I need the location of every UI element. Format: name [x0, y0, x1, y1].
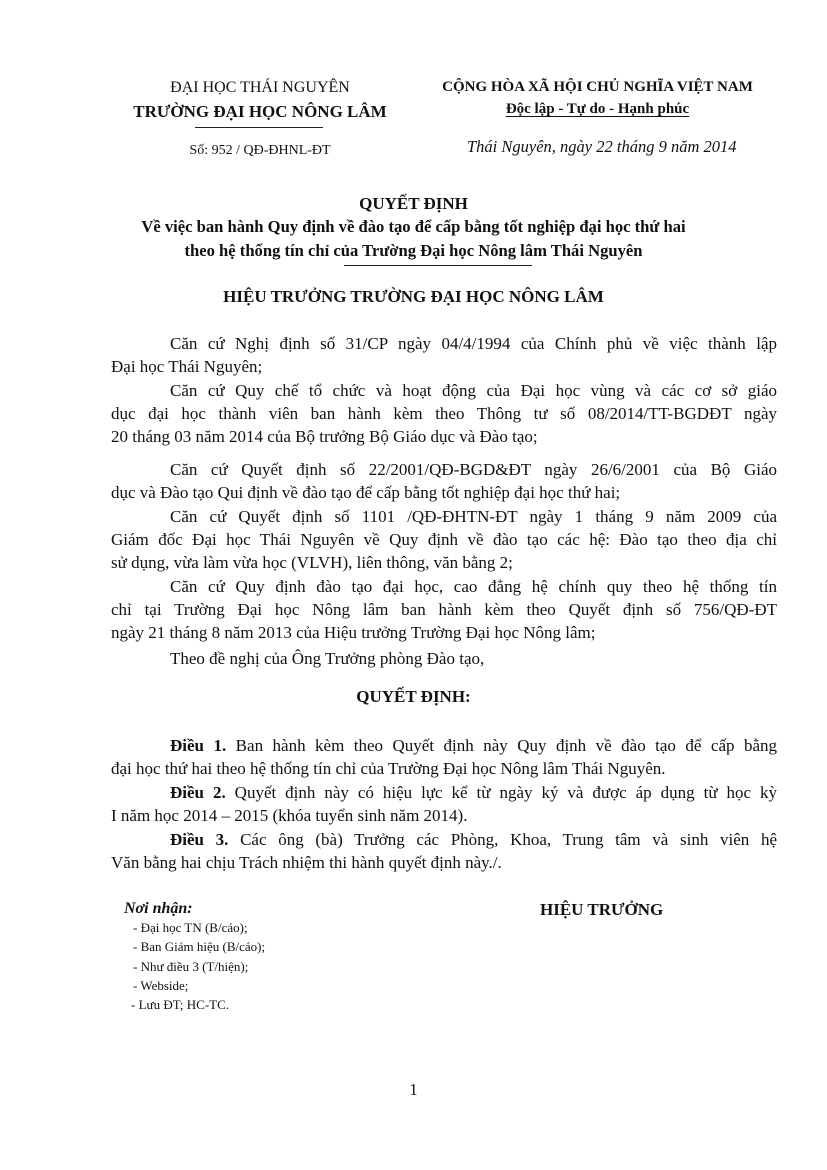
basis-5-line-3: ngày 21 tháng 8 năm 2013 của Hiệu trưởng Trường Đại học Nông lâm;: [111, 623, 596, 642]
page-number: 1: [409, 1080, 418, 1099]
recipient-item: - Lưu ĐT; HC-TC.: [131, 997, 230, 1012]
basis-paragraph: [111, 505, 777, 574]
basis-paragraph: [111, 332, 777, 378]
national-motto: Độc lập - Tự do - Hạnh phúc: [505, 101, 690, 117]
basis-1-line-2: Đại học Thái Nguyên;: [111, 357, 263, 376]
recipient-item: - Webside;: [133, 978, 189, 993]
basis-6-line-1: Theo đề nghị của Ông Trưởng phòng Đào tạo,: [170, 649, 485, 668]
recipient-item: - Đại học TN (B/cáo);: [133, 920, 248, 935]
recipient-item: - Như điều 3 (T/hiện);: [133, 959, 249, 974]
basis-5-line-2: chỉ tại Trường Đại học Nông lâm ban hành kèm theo Quyết định số 756/QĐ-ĐT: [111, 600, 777, 619]
document-type-heading: QUYẾT ĐỊNH: [359, 194, 468, 213]
basis-paragraph: [111, 379, 777, 448]
article-2-label: Điều 2.: [170, 783, 226, 802]
subject-line-1: Về việc ban hành Quy định về đào tạo để cấp bằng tốt nghiệp đại học thứ hai: [141, 217, 686, 236]
place-and-date: Thái Nguyên, ngày 22 tháng 9 năm 2014: [467, 137, 737, 156]
basis-4-line-2: Giám đốc Đại học Thái Nguyên về Quy định về đào tạo các hệ: Đào tạo theo địa chỉ: [111, 530, 777, 549]
authority-heading: HIỆU TRƯỞNG TRƯỜNG ĐẠI HỌC NÔNG LÂM: [223, 287, 604, 306]
document-number: Số: 952 / QĐ-ĐHNL-ĐT: [189, 143, 331, 158]
article-paragraph: [111, 828, 777, 874]
article-3-line-1: Các ông (bà) Trưởng các Phòng, Khoa, Trung tâm và sinh viên hệ: [228, 830, 777, 849]
basis-2-line-2: dục đại học thành viên ban hành kèm theo Thông tư số 08/2014/TT-BGDĐT ngày: [111, 404, 777, 423]
basis-1-line-1: Căn cứ Nghị định số 31/CP ngày 04/4/1994 của Chính phủ về việc thành lập: [170, 334, 777, 353]
article-paragraph: [111, 781, 777, 827]
basis-paragraph: [111, 458, 777, 504]
subject-underline: [344, 265, 532, 266]
basis-5-line-1: Căn cứ Quy định đào tạo đại học, cao đẳng hệ chính quy theo hệ thống tín: [170, 577, 777, 596]
article-3-line-2: Văn bằng hai chịu Trách nhiệm thi hành quyết định này./.: [111, 853, 502, 872]
basis-2-line-1: Căn cứ Quy chế tổ chức và hoạt động của Đại học vùng và các cơ sở giáo: [170, 381, 777, 400]
country-name: CỘNG HÒA XÃ HỘI CHỦ NGHĨA VIỆT NAM: [442, 79, 753, 95]
basis-4-line-1: Căn cứ Quyết định số 1101 /QĐ-ĐHTN-ĐT ngày 1 tháng 9 năm 2009 của: [170, 507, 777, 526]
signer-title: HIỆU TRƯỞNG: [540, 900, 664, 919]
basis-4-line-3: sử dụng, vừa làm vừa học (VLVH), liên thông, văn bằng 2;: [111, 553, 513, 572]
parent-organization: ĐẠI HỌC THÁI NGUYÊN: [170, 79, 350, 96]
basis-paragraph: [111, 647, 777, 670]
article-1-label: Điều 1.: [170, 736, 227, 755]
article-1-line-1: Ban hành kèm theo Quyết định này Quy định về đào tạo để cấp bằng: [226, 736, 777, 755]
issuing-organization: TRƯỜNG ĐẠI HỌC NÔNG LÂM: [133, 102, 387, 121]
article-2-line-1: Quyết định này có hiệu lực kể từ ngày ký và được áp dụng từ học kỳ: [225, 783, 778, 802]
article-paragraph: [111, 734, 777, 780]
basis-3-line-1: Căn cứ Quyết định số 22/2001/QĐ-BGD&ĐT ngày 26/6/2001 của Bộ Giáo: [170, 460, 777, 479]
recipients-heading: Nơi nhận:: [124, 900, 193, 917]
basis-2-line-3: 20 tháng 03 năm 2014 của Bộ trưởng Bộ Giáo dục và Đào tạo;: [111, 427, 538, 446]
article-1-line-2: đại học thứ hai theo hệ thống tín chỉ của Trường Đại học Nông lâm Thái Nguyên.: [111, 759, 666, 778]
basis-3-line-2: dục và Đào tạo Qui định về đào tạo để cấp bằng tốt nghiệp đại học thứ hai;: [111, 483, 621, 502]
article-2-line-2: I năm học 2014 – 2015 (khóa tuyển sinh năm 2014).: [111, 806, 468, 825]
subject-line-2: theo hệ thống tín chỉ của Trường Đại học Nông lâm Thái Nguyên: [184, 241, 643, 260]
article-3-label: Điều 3.: [170, 830, 229, 849]
org-underline: [195, 127, 323, 128]
basis-paragraph: [111, 575, 777, 644]
decision-heading: QUYẾT ĐỊNH:: [356, 687, 471, 706]
recipient-item: - Ban Giám hiệu (B/cáo);: [133, 939, 266, 954]
